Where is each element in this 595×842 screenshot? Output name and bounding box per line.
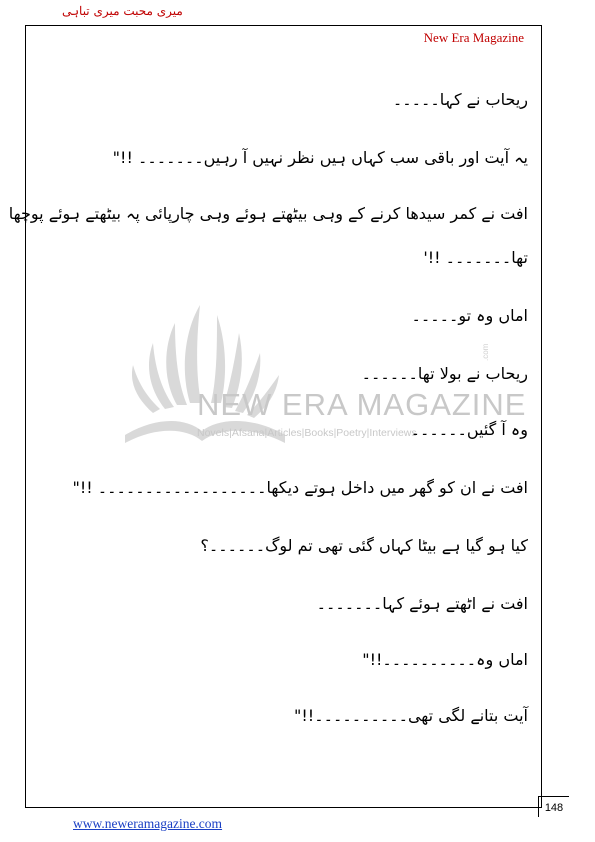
- watermark-url: .com: [481, 343, 490, 361]
- text-line: افت نے اٹھتے ہوئے کہا۔۔۔۔۔۔۔: [316, 594, 528, 613]
- text-line: آیت بتانے لگی تھی۔۔۔۔۔۔۔۔۔۔!!": [294, 706, 528, 725]
- text-line: وہ آ گئیں۔۔۔۔۔۔: [410, 420, 528, 439]
- website-link[interactable]: www.neweramagazine.com: [73, 816, 223, 831]
- watermark-subtitle: Novels|Afsana|Articles|Books|Poetry|Interviews: [197, 427, 417, 439]
- text-line: یہ آیت اور باقی سب کہاں ہیں نظر نہیں آ رہیں۔۔۔۔۔۔۔ !!": [112, 148, 528, 167]
- text-line: اماں وہ۔۔۔۔۔۔۔۔۔۔!!": [362, 650, 528, 669]
- magazine-name-header: New Era Magazine: [423, 30, 524, 45]
- text-line: افت نے کمر سیدھا کرنے کے وہی بیٹھتے ہوئے وہی چارپائی پہ بیٹھتے ہوئے پوچھا: [8, 204, 528, 223]
- text-line: ریحاب نے کہا۔۔۔۔۔: [392, 90, 528, 109]
- watermark-title: NEW ERA MAGAZINE: [197, 387, 527, 422]
- text-line: ریحاب نے بولا تھا۔۔۔۔۔۔: [361, 364, 528, 383]
- text-line: کیا ہو گیا ہے بیٹا کہاں گئی تھی تم لوگ۔۔۔۔۔۔؟: [200, 536, 528, 555]
- page-number: 148: [538, 796, 569, 817]
- text-line: اماں وہ تو۔۔۔۔۔: [411, 306, 528, 325]
- text-line: تھا۔۔۔۔۔۔۔ !!': [423, 248, 528, 267]
- book-title-header: میری محبت میری تباہی: [62, 4, 183, 18]
- text-line: افت نے ان کو گھر میں داخل ہوتے دیکھا۔۔۔۔۔۔۔۔۔۔۔۔۔۔۔۔۔۔ !!": [72, 478, 528, 497]
